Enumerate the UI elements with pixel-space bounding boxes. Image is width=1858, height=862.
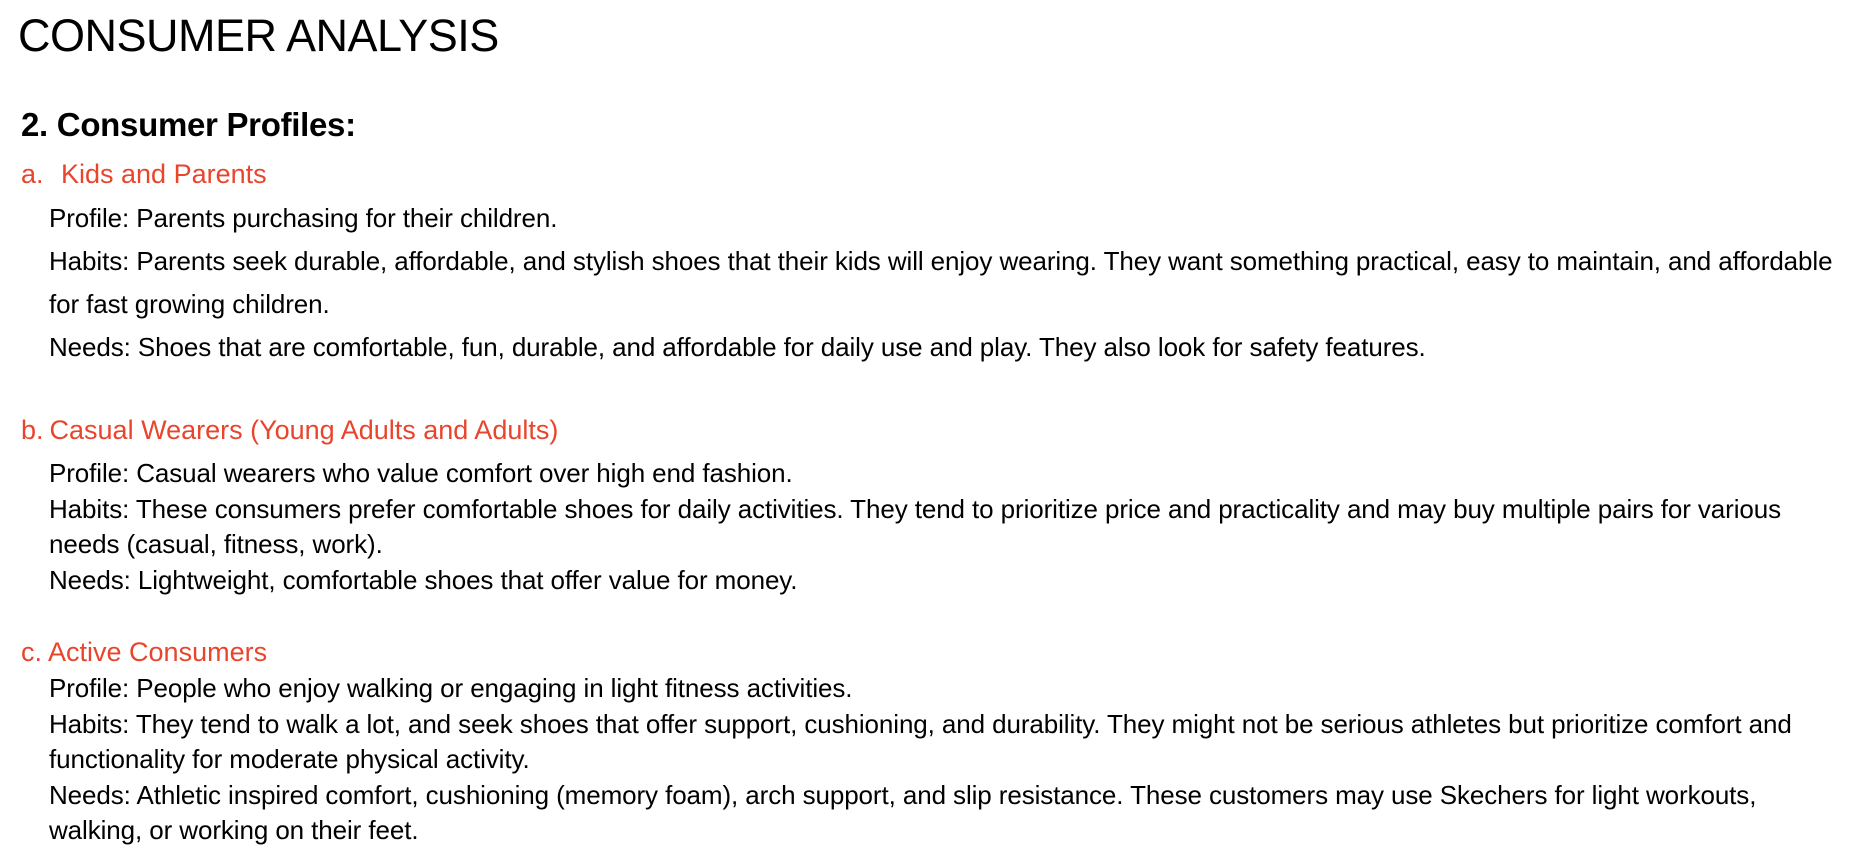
needs-line: Needs: Shoes that are comfortable, fun, durable, and affordable for daily use and play. They also look for safety features. [49, 332, 1426, 362]
profile-heading-casual-wearers [21, 412, 558, 448]
profile-block-active-consumers [49, 671, 1839, 849]
profile-heading-kids-and-parents [21, 156, 267, 192]
profile-heading-active-consumers [21, 634, 267, 670]
habits-line: Habits: They tend to walk a lot, and seek shoes that offer support, cushioning, and durability. They might not be serious athletes but prioritize comfort and functionality for moderate physical activity. [49, 708, 1792, 774]
profile-line: Profile: People who enjoy walking or engaging in light fitness activities. [49, 673, 853, 703]
profile-title: Casual Wearers (Young Adults and Adults) [49, 415, 559, 445]
section-heading: 2. Consumer Profiles: [21, 106, 356, 143]
profile-title: Active Consumers [48, 637, 268, 667]
profile-marker: c. [21, 637, 43, 667]
profile-title: Kids and Parents [61, 159, 267, 189]
habits-line: Habits: Parents seek durable, affordable, and stylish shoes that their kids will enjoy wearing. They want something practical, easy to maintain, and affordable for fast growing children. [49, 246, 1833, 319]
page-title: CONSUMER ANALYSIS [18, 10, 499, 61]
profile-marker: b. [21, 415, 44, 445]
profile-marker: a. [21, 159, 44, 189]
habits-line: Habits: These consumers prefer comfortable shoes for daily activities. They tend to prioritize price and practicality and may buy multiple pairs for various needs (casual, fitness, work). [49, 493, 1781, 559]
profile-line: Profile: Casual wearers who value comfort over high end fashion. [49, 458, 793, 488]
profile-block-kids-and-parents [49, 197, 1839, 369]
profile-line: Profile: Parents purchasing for their children. [49, 203, 558, 233]
needs-line: Needs: Athletic inspired comfort, cushioning (memory foam), arch support, and slip resistance. These customers may use Skechers for light workouts, walking, or working on their feet. [49, 779, 1757, 845]
needs-line: Needs: Lightweight, comfortable shoes that offer value for money. [49, 564, 798, 595]
profile-block-casual-wearers [49, 456, 1839, 598]
